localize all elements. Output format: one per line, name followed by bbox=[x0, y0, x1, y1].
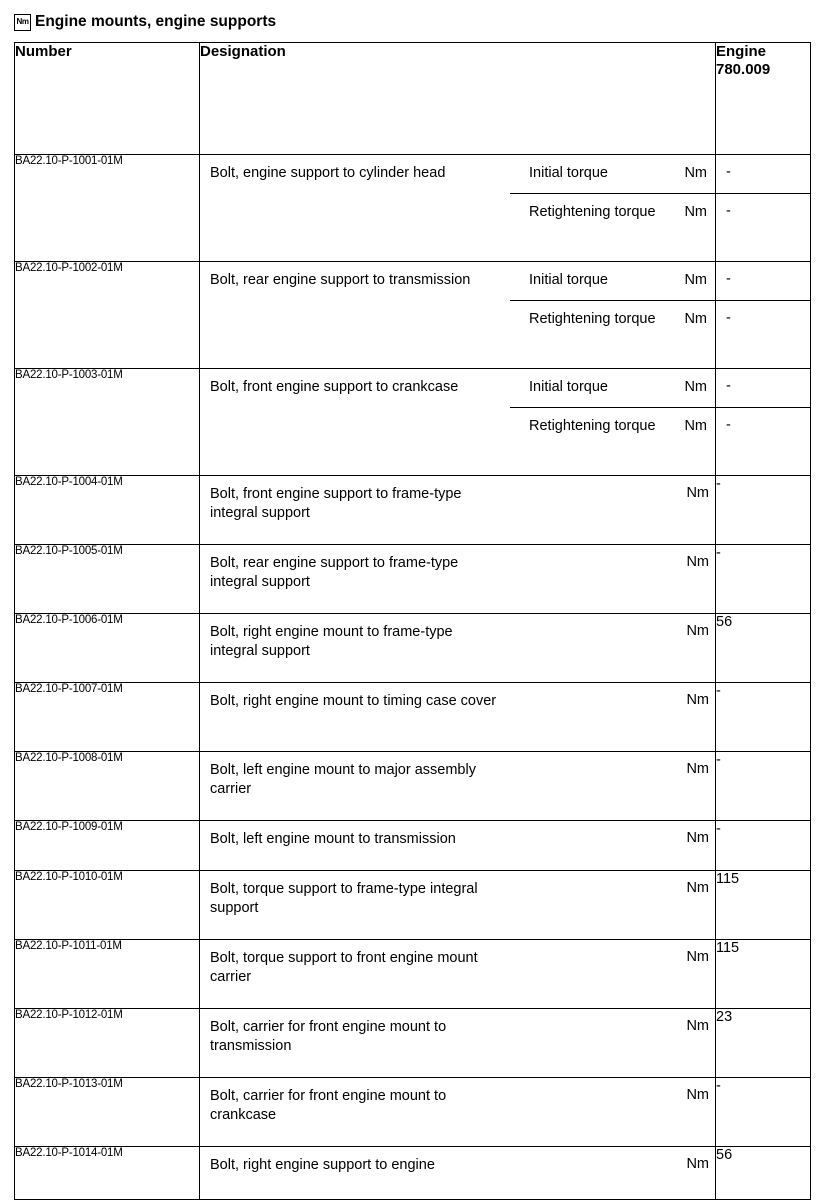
table-row bbox=[15, 821, 811, 871]
torque-unit: Nm bbox=[686, 830, 709, 846]
torque-value: 23 bbox=[716, 1009, 811, 1078]
torque-unit: Nm bbox=[686, 1018, 709, 1034]
table-header-row bbox=[15, 43, 811, 155]
torque-stage-label: Initial torque bbox=[529, 165, 608, 181]
table-row bbox=[15, 614, 811, 683]
torque-value: 56 bbox=[716, 614, 811, 683]
row-designation: Bolt, rear engine support to frame-type integral support bbox=[210, 555, 459, 590]
row-number: BA22.10-P-1010-01M bbox=[15, 871, 200, 940]
torque-unit: Nm bbox=[686, 554, 709, 570]
table-row bbox=[15, 476, 811, 545]
torque-stage-label: Initial torque bbox=[529, 272, 608, 288]
torque-stage-row bbox=[510, 193, 715, 261]
torque-unit: Nm bbox=[686, 1156, 709, 1172]
row-number: BA22.10-P-1005-01M bbox=[15, 545, 200, 614]
table-row bbox=[15, 155, 811, 262]
header-engine bbox=[716, 43, 811, 155]
torque-value: - bbox=[716, 300, 810, 368]
row-designation-cell bbox=[200, 752, 716, 821]
torque-unit: Nm bbox=[686, 692, 709, 708]
row-designation-cell bbox=[200, 545, 716, 614]
torque-value: - bbox=[716, 752, 811, 821]
torque-value: - bbox=[716, 193, 810, 261]
table-body bbox=[15, 155, 811, 1200]
row-designation-cell bbox=[200, 476, 716, 545]
torque-value: - bbox=[726, 378, 731, 394]
row-number: BA22.10-P-1013-01M bbox=[15, 1078, 200, 1147]
table-row bbox=[15, 940, 811, 1009]
torque-unit: Nm bbox=[686, 485, 709, 501]
page-title bbox=[14, 11, 276, 33]
table-row bbox=[15, 262, 811, 369]
row-designation: Bolt, rear engine support to transmission bbox=[210, 272, 471, 288]
row-designation-cell bbox=[200, 155, 716, 262]
row-designation-cell bbox=[200, 262, 716, 369]
torque-value: - bbox=[716, 1078, 811, 1147]
table-row bbox=[15, 1078, 811, 1147]
torque-stage-label: Retightening torque bbox=[529, 204, 656, 220]
header-engine-model: 780.009 bbox=[716, 61, 771, 78]
row-designation: Bolt, carrier for front engine mount to crankcase bbox=[210, 1088, 447, 1123]
row-designation-cell bbox=[200, 940, 716, 1009]
row-designation: Bolt, torque support to frame-type integral support bbox=[210, 881, 478, 916]
torque-nm-icon: Nm bbox=[14, 14, 31, 31]
row-designation-cell bbox=[200, 369, 716, 476]
table-row bbox=[15, 871, 811, 940]
torque-unit: Nm bbox=[686, 880, 709, 896]
row-number: BA22.10-P-1003-01M bbox=[15, 369, 200, 476]
torque-stage-label: Retightening torque bbox=[529, 311, 656, 327]
torque-value: - bbox=[726, 164, 731, 180]
row-number: BA22.10-P-1011-01M bbox=[15, 940, 200, 1009]
row-number: BA22.10-P-1012-01M bbox=[15, 1009, 200, 1078]
torque-value: 56 bbox=[716, 1147, 811, 1200]
row-designation: Bolt, front engine support to crankcase bbox=[210, 379, 459, 395]
row-value-cell bbox=[716, 369, 811, 476]
row-designation: Bolt, right engine mount to timing case cover bbox=[210, 693, 497, 709]
header-designation: Designation bbox=[200, 43, 716, 155]
torque-stage-row bbox=[510, 369, 715, 407]
table-row bbox=[15, 683, 811, 752]
torque-value: - bbox=[716, 407, 810, 475]
row-designation-cell bbox=[200, 614, 716, 683]
torque-unit: Nm bbox=[684, 311, 707, 327]
torque-unit: Nm bbox=[684, 204, 707, 220]
torque-unit: Nm bbox=[686, 1087, 709, 1103]
torque-value: - bbox=[716, 545, 811, 614]
torque-stage-row bbox=[510, 262, 715, 300]
row-designation-cell bbox=[200, 1078, 716, 1147]
torque-spec-table bbox=[14, 42, 811, 1200]
row-designation: Bolt, engine support to cylinder head bbox=[210, 165, 446, 181]
torque-value: - bbox=[726, 271, 731, 287]
row-designation: Bolt, right engine mount to frame-type integral support bbox=[210, 624, 453, 659]
table-row bbox=[15, 369, 811, 476]
torque-unit: Nm bbox=[684, 272, 707, 288]
row-designation-cell bbox=[200, 821, 716, 871]
torque-unit: Nm bbox=[686, 761, 709, 777]
torque-value: - bbox=[716, 821, 811, 871]
torque-stage-label: Initial torque bbox=[529, 379, 608, 395]
row-number: BA22.10-P-1007-01M bbox=[15, 683, 200, 752]
torque-value: 115 bbox=[716, 871, 811, 940]
row-value-cell bbox=[716, 262, 811, 369]
header-number: Number bbox=[15, 43, 200, 155]
page-title-text: Engine mounts, engine supports bbox=[35, 13, 277, 30]
row-designation-cell bbox=[200, 871, 716, 940]
row-designation-cell bbox=[200, 1009, 716, 1078]
torque-stage-row bbox=[510, 300, 715, 368]
torque-unit: Nm bbox=[684, 418, 707, 434]
torque-unit: Nm bbox=[684, 165, 707, 181]
torque-stage-row bbox=[510, 155, 715, 193]
row-designation: Bolt, torque support to front engine mount carrier bbox=[210, 950, 478, 985]
torque-value: 115 bbox=[716, 940, 811, 1009]
table-row bbox=[15, 1009, 811, 1078]
torque-value: - bbox=[716, 683, 811, 752]
row-number: BA22.10-P-1001-01M bbox=[15, 155, 200, 262]
torque-value: - bbox=[716, 476, 811, 545]
row-number: BA22.10-P-1014-01M bbox=[15, 1147, 200, 1200]
row-designation: Bolt, front engine support to frame-type integral support bbox=[210, 486, 462, 521]
row-number: BA22.10-P-1002-01M bbox=[15, 262, 200, 369]
torque-unit: Nm bbox=[686, 623, 709, 639]
row-number: BA22.10-P-1008-01M bbox=[15, 752, 200, 821]
row-designation: Bolt, right engine support to engine bbox=[210, 1157, 435, 1173]
torque-unit: Nm bbox=[686, 949, 709, 965]
row-number: BA22.10-P-1009-01M bbox=[15, 821, 200, 871]
table-row bbox=[15, 752, 811, 821]
row-number: BA22.10-P-1006-01M bbox=[15, 614, 200, 683]
torque-stage-label: Retightening torque bbox=[529, 418, 656, 434]
row-value-cell bbox=[716, 155, 811, 262]
header-engine-label: Engine bbox=[716, 43, 767, 60]
row-designation-cell bbox=[200, 683, 716, 752]
row-designation: Bolt, left engine mount to transmission bbox=[210, 831, 456, 847]
row-designation: Bolt, left engine mount to major assembly carrier bbox=[210, 762, 476, 797]
torque-stage-row bbox=[510, 407, 715, 475]
row-designation: Bolt, carrier for front engine mount to transmission bbox=[210, 1019, 447, 1054]
torque-unit: Nm bbox=[684, 379, 707, 395]
row-number: BA22.10-P-1004-01M bbox=[15, 476, 200, 545]
table-row bbox=[15, 545, 811, 614]
